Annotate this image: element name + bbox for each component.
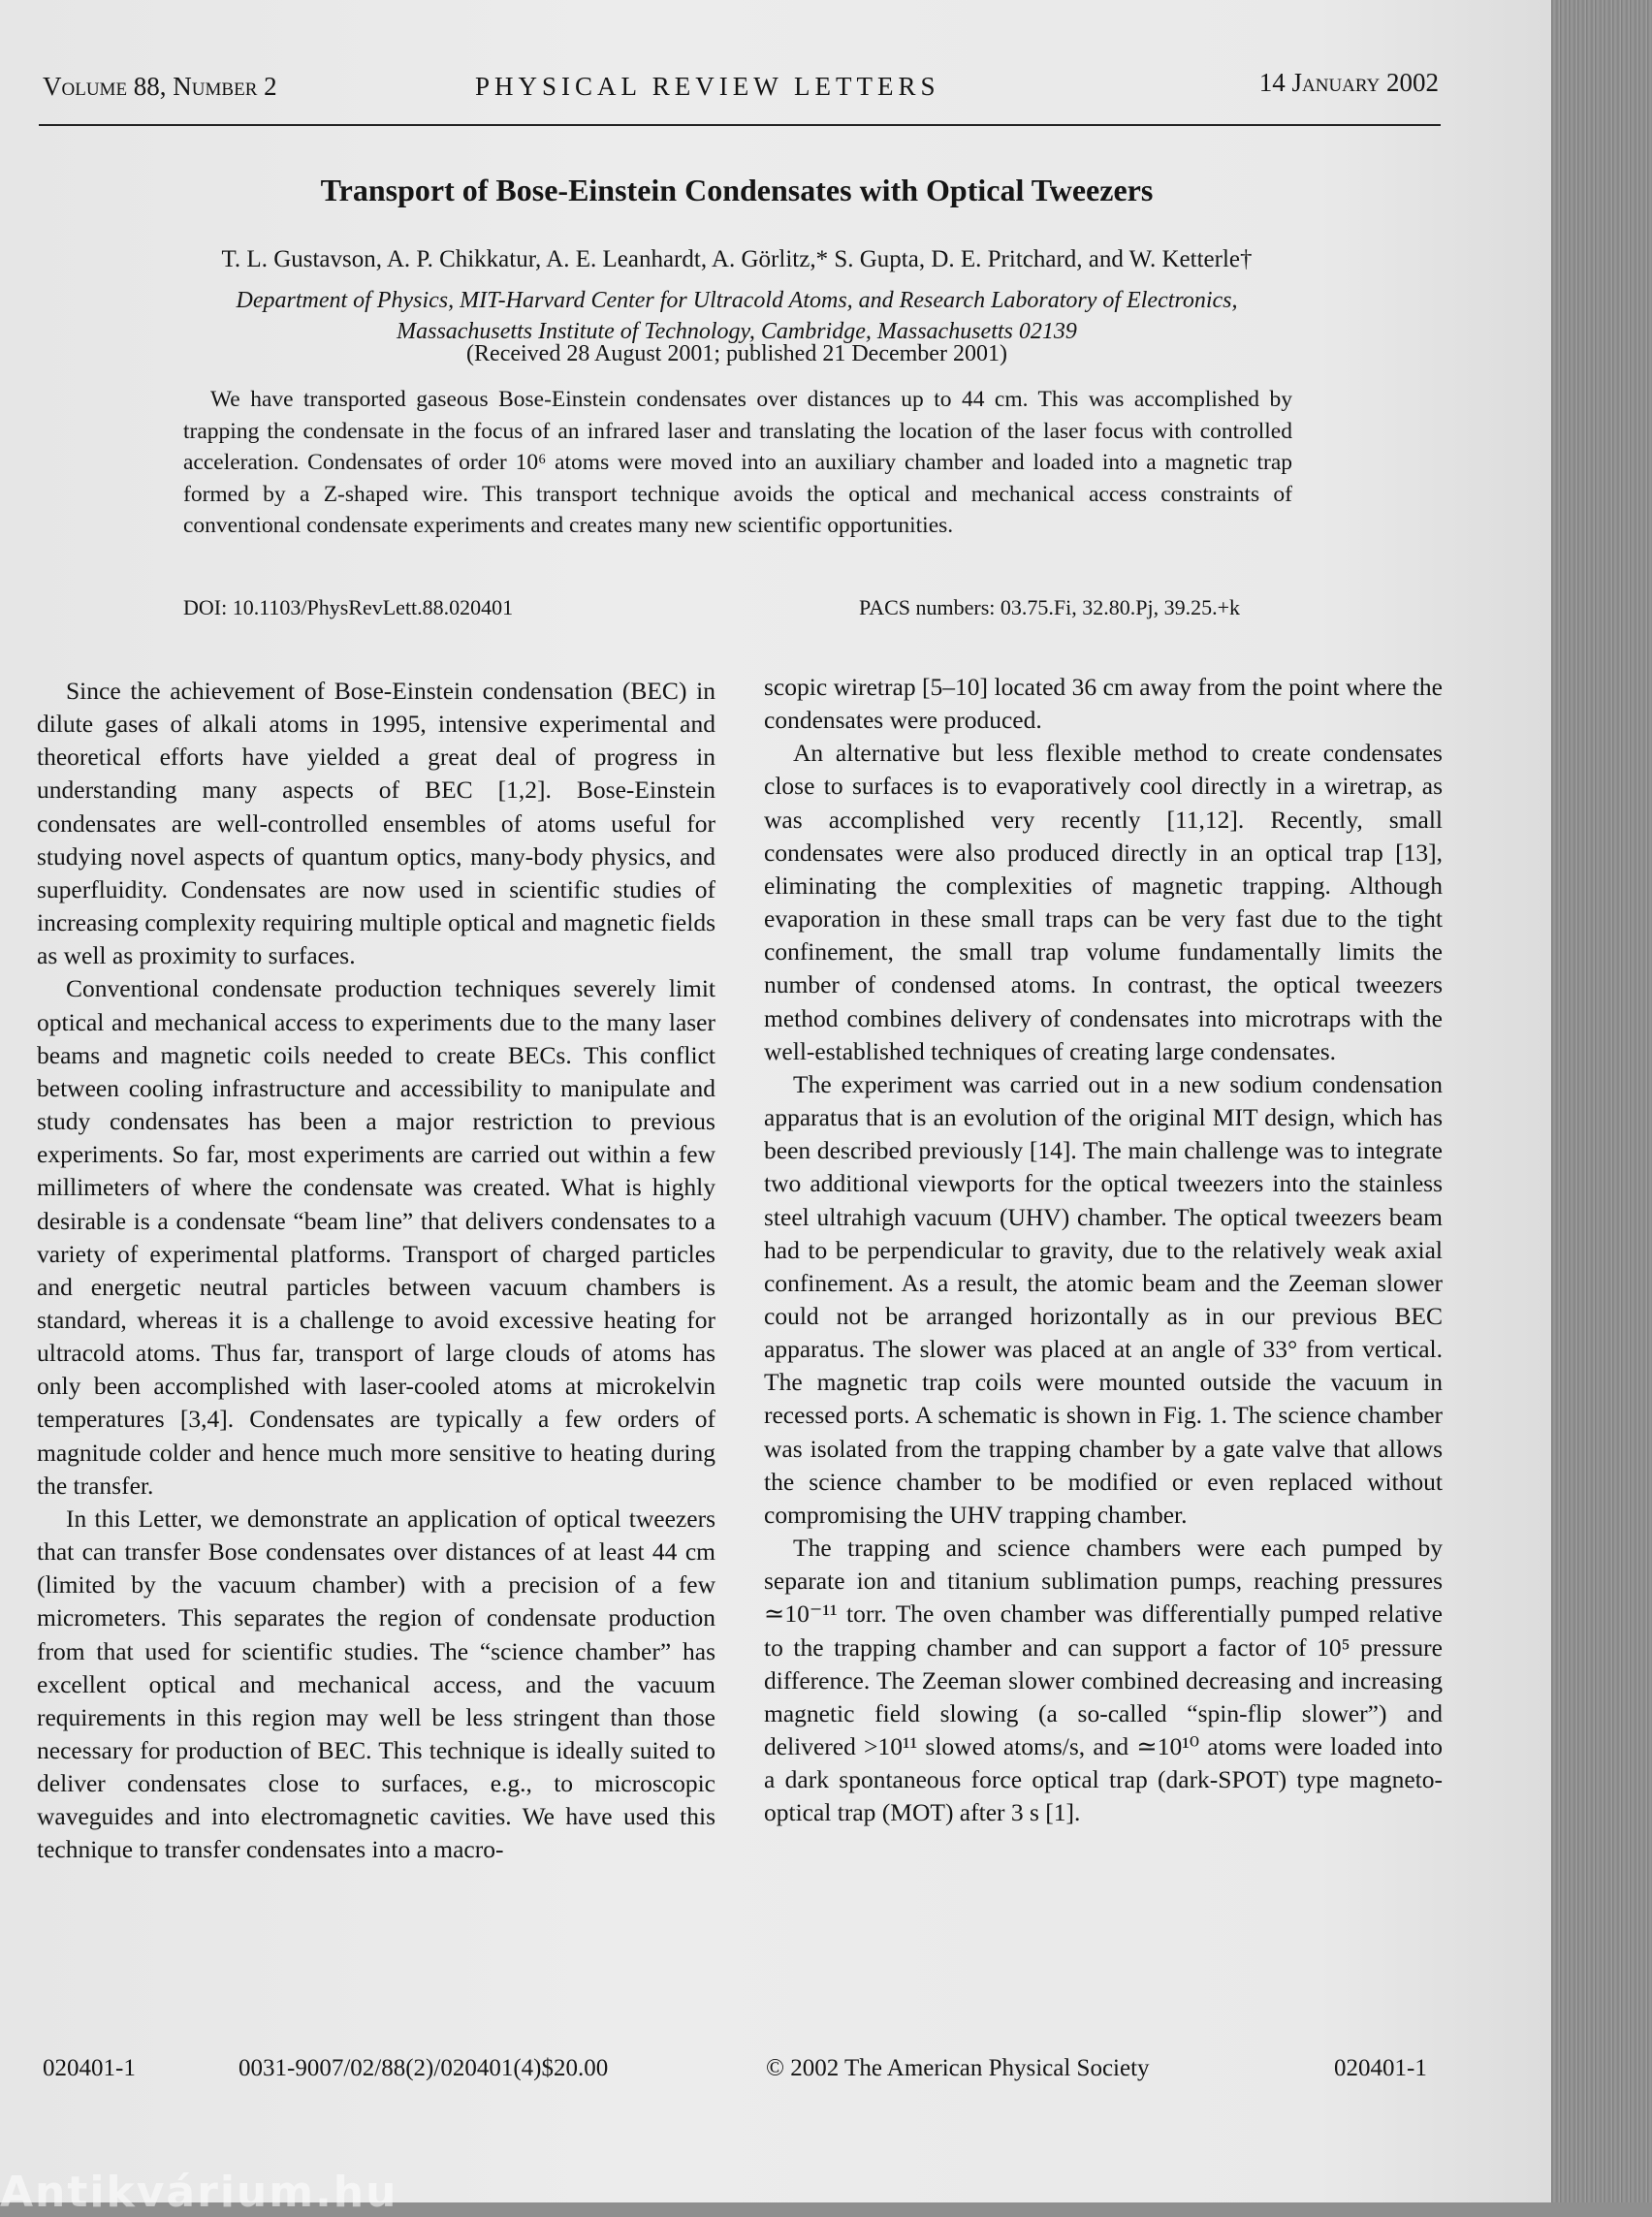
journal-name: PHYSICAL REVIEW LETTERS <box>475 72 940 101</box>
article-title: Transport of Bose-Einstein Condensates with Optical Tweezers <box>320 173 1154 207</box>
affiliation-line: Department of Physics, MIT-Harvard Center for Ultracold Atoms, and Research Laboratory of Electronics, <box>236 288 1238 313</box>
affiliation <box>0 285 1474 347</box>
paragraph: An alternative but less flexible method to create condensates close to surfaces is to evaporatively cool directly in a wiretrap, as was accomplished very recently [11,12]. Recently, small condensates were also produced directly in an optical trap [13], eliminating the complexities of magnetic trapping. Although evaporation in these small traps can be very fast due to the tight confinement, the small trap volume fundamentally limits the number of condensed atoms. In contrast, the optical tweezers method combines delivery of condensates into microtraps with the well-established techniques of creating large condensates. <box>764 739 1443 1065</box>
paragraph: Conventional condensate production techniques severely limit optical and mechanical access to experiments due to the many laser beams and magnetic coils needed to create BECs. This conflict between cooling infrastructure and accessibility to manipulate and study condensates has been a major restriction to previous experiments. So far, most experiments are carried out within a few millimeters of where the condensate was created. What is highly desirable is a condensate “beam line” that delivers condensates to a variety of experimental platforms. Transport of charged particles and energetic neutral particles between vacuum chambers is standard, whereas it is a challenge to avoid excessive heating for ultracold atoms. Thus far, transport of large clouds of atoms has only been accomplished with laser-cooled atoms at microkelvin temperatures [3,4]. Condensates are typically a few orders of magnitude colder and hence much more sensitive to heating during the transfer. <box>37 974 715 1500</box>
header-rule <box>39 124 1441 126</box>
paragraph: The trapping and science chambers were each pumped by separate ion and titanium sublimation pumps, reaching pressures ≃10⁻¹¹ torr. The oven chamber was differentially pumped relative to the trapping chamber and can support a factor of 10⁵ pressure difference. The Zeeman slower combined decreasing and increasing magnetic field slowing (a so-called “spin-flip slower”) and delivered >10¹¹ slowed atoms/s, and ≃10¹⁰ atoms were loaded into a dark spontaneous force optical trap (dark-SPOT) type magneto-optical trap (MOT) after 3 s [1]. <box>764 1534 1443 1827</box>
footer-article-id: 020401-1 <box>43 2055 136 2081</box>
page-stack-edge <box>1551 0 1652 2202</box>
author-list: T. L. Gustavson, A. P. Chikkatur, A. E. Leanhardt, A. Görlitz,* S. Gupta, D. E. Pritchard, and W. Ketterle† <box>221 246 1253 272</box>
paragraph: scopic wiretrap [5–10] located 36 cm away from the point where the condensates were produced. <box>764 673 1443 735</box>
issue-date: 14 January 2002 <box>1258 68 1439 97</box>
footer-copyright: © 2002 The American Physical Society <box>766 2055 1150 2081</box>
watermark: Antikvárium.hu <box>0 2168 398 2217</box>
abstract: We have transported gaseous Bose-Einstein condensates over distances up to 44 cm. This was accomplished by trapping the condensate in the focus of an infrared laser and translating the location of the laser focus with controlled acceleration. Condensates of order 10⁶ atoms were moved into an auxiliary chamber and loaded into a magnetic trap formed by a Z-shaped wire. This transport technique avoids the optical and mechanical access constraints of conventional condensate experiments and creates many new scientific opportunities. <box>183 387 1292 538</box>
running-header <box>43 68 1439 111</box>
pacs-numbers: PACS numbers: 03.75.Fi, 32.80.Pj, 39.25.+k <box>859 595 1240 619</box>
doi: DOI: 10.1103/PhysRevLett.88.020401 <box>183 595 514 619</box>
volume-number: Volume 88, Number 2 <box>43 72 277 101</box>
received-dates: (Received 28 August 2001; published 21 December 2001) <box>466 341 1007 366</box>
paragraph: Since the achievement of Bose-Einstein condensation (BEC) in dilute gases of alkali atoms in 1995, intensive experimental and theoretical efforts have yielded a great deal of progress in understanding many aspects of BEC [1,2]. Bose-Einstein condensates are well-controlled ensembles of atoms useful for studying novel aspects of quantum optics, many-body physics, and superfluidity. Condensates are now used in scientific studies of increasing complexity requiring multiple optical and magnetic fields as well as proximity to surfaces. <box>37 677 715 970</box>
body-column-left <box>37 675 715 1867</box>
body-column-right <box>764 671 1443 1829</box>
footer-price-code: 0031-9007/02/88(2)/020401(4)$20.00 <box>238 2055 609 2081</box>
paragraph: The experiment was carried out in a new sodium condensation apparatus that is an evolution of the original MIT design, which has been described previously [14]. The main challenge was to integrate two additional viewports for the optical tweezers into the stainless steel ultrahigh vacuum (UHV) chamber. The optical tweezers beam had to be perpendicular to gravity, due to the relatively weak axial confinement. As a result, the atomic beam and the Zeeman slower could not be arranged horizontally as in our previous BEC apparatus. The slower was placed at an angle of 33° from vertical. The magnetic trap coils were mounted outside the vacuum in recessed ports. A schematic is shown in Fig. 1. The science chamber was isolated from the trapping chamber by a gate valve that allows the science chamber to be modified or even replaced without compromising the UHV trapping chamber. <box>764 1069 1443 1529</box>
affiliation-line: Massachusetts Institute of Technology, Cambridge, Massachusetts 02139 <box>397 319 1077 344</box>
footer-article-id: 020401-1 <box>1334 2055 1427 2081</box>
paragraph: In this Letter, we demonstrate an application of optical tweezers that can transfer Bose condensates over distances of at least 44 cm (limited by the vacuum chamber) with a precision of a few micrometers. This separates the region of condensate production from that used for scientific studies. The “science chamber” has excellent optical and mechanical access, and the vacuum requirements in this region may well be less stringent than those necessary for production of BEC. This technique is ideally suited to deliver condensates close to surfaces, e.g., to microscopic waveguides and into electromagnetic cavities. We have used this technique to transfer condensates into a macro- <box>37 1504 715 1864</box>
